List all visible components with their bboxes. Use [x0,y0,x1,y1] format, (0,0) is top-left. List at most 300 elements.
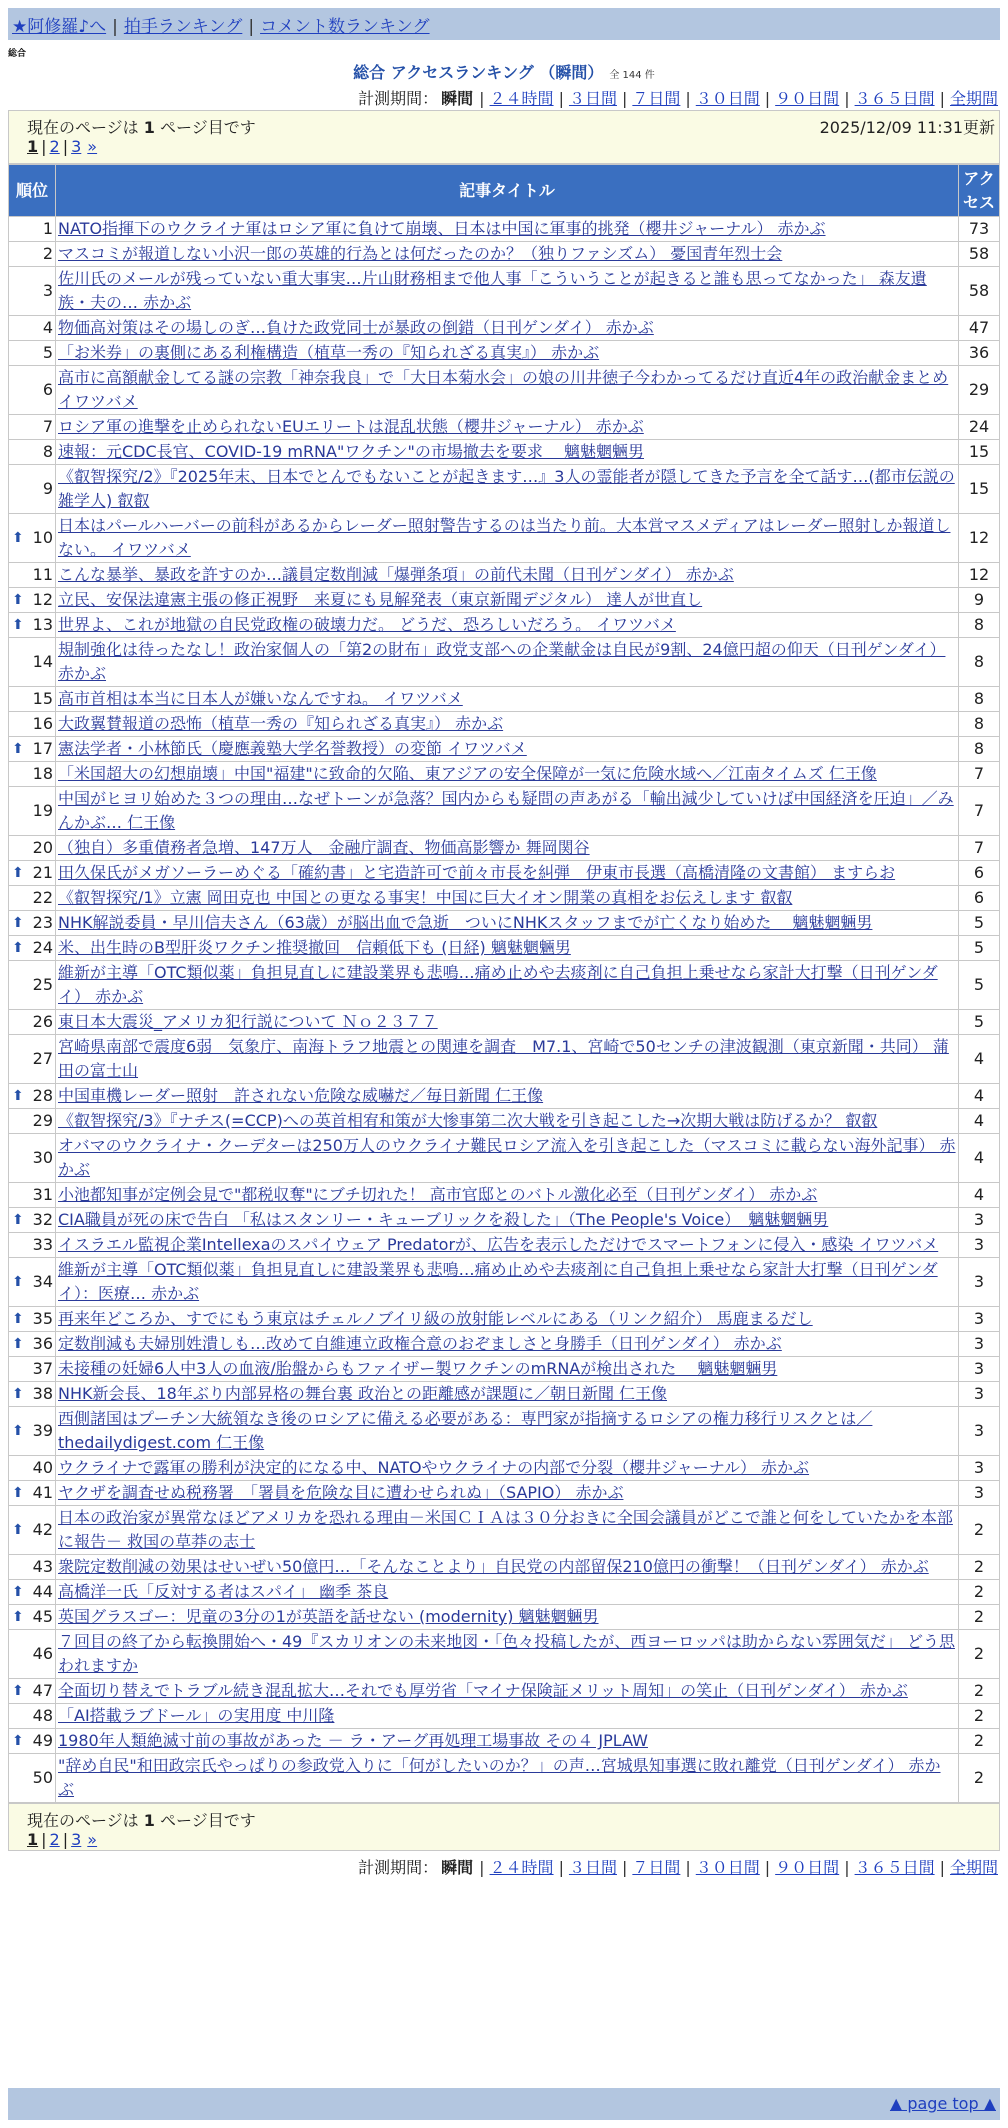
access-count: 6 [959,886,1000,911]
arrow-up-icon: ⬆ [12,1088,24,1104]
access-count: 4 [959,1134,1000,1183]
ranking-body [9,217,1000,1803]
title-cell [56,217,959,242]
period-all[interactable]: 全期間 [949,89,998,108]
access-count: 36 [959,341,1000,366]
article-title-link[interactable]: NHK新会長、18年ぶり内部昇格の舞台裏 政治との距離感が課題に／朝日新聞 仁王像 [58,1384,668,1403]
period-90d-bottom[interactable]: ９０日間 [775,1858,840,1877]
article-title-link[interactable]: ロシア軍の進撃を止められないEUエリートは混乱状態（櫻井ジャーナル） 赤かぶ [58,417,644,436]
title-cell [56,415,959,440]
article-title-link[interactable]: 田久保氏がメガソーラーめぐる「確約書」と宅造許可で前々市長を糾弾 伊東市長選（高橋清隆の文書館） ますらお [58,863,896,882]
title-cell [56,1233,959,1258]
access-count: 5 [959,1010,1000,1035]
page-current-bottom: 1 [27,1830,39,1849]
article-title-link[interactable]: 《叡智探究/1》立憲 岡田克也 中国との更なる事実！中国に巨大イオン開業の真相をお伝えします 叡叡 [58,888,793,907]
rank-cell [9,1332,56,1357]
article-title-link[interactable]: "辞め自民"和田政宗氏やっぱりの参政党入りに「何がしたいのか？」の声…宮城県知事選に敗れ離党（日刊ゲンダイ） 赤かぶ [58,1756,941,1799]
access-count: 7 [959,787,1000,836]
article-title-link[interactable]: 高市首相は本当に日本人が嫌いなんですね。 イワツバメ [58,689,463,708]
top-nav-bar [8,8,1000,40]
rank-cell [9,1382,56,1407]
period-all-bottom[interactable]: 全期間 [949,1858,998,1877]
rank-cell [9,911,56,936]
title-cell [56,1258,959,1307]
rank-number: 5 [42,343,53,362]
access-count: 58 [959,267,1000,316]
title-cell [56,563,959,588]
page-title [0,60,1008,83]
table-row [9,836,1000,861]
table-row [9,1258,1000,1307]
title-cell [56,687,959,712]
article-title-link[interactable]: 高橋洋一氏「反対する者はスパイ」 幽季 茶良 [58,1582,389,1601]
title-cell [56,737,959,762]
access-count: 4 [959,1084,1000,1109]
rank-number: 34 [32,1272,53,1291]
rank-number: 39 [32,1421,53,1440]
article-title-link[interactable]: 高市に高額献金してる謎の宗教「神奈我良」で「大日本菊水会」の娘の川井徳子今わかってるだけ直近4年の政治献金まとめ イワツバメ [58,368,949,411]
title-cell [56,961,959,1010]
arrow-up-icon: ⬆ [12,530,24,546]
page-title-text: 総合 アクセスランキング （瞬間） [353,63,604,82]
article-title-link[interactable]: 世界よ、これが地獄の自民党政権の破壊力だ。 どうだ、恐ろしいだろう。 イワツバメ [58,615,676,634]
rank-cell [9,1183,56,1208]
title-cell [56,366,959,415]
title-cell [56,911,959,936]
period-90d[interactable]: ９０日間 [775,89,840,108]
table-row [9,638,1000,687]
title-cell [56,1134,959,1183]
access-count: 3 [959,1332,1000,1357]
title-cell [56,1704,959,1729]
updated-time: 2025/12/09 11:31更新 [819,118,995,137]
article-title-link[interactable]: 再来年どころか、すでにもう東京はチェルノブイリ級の放射能レベルにある（リンク紹介） 馬鹿まるだし [58,1309,813,1328]
access-count: 3 [959,1407,1000,1456]
rank-number: 27 [32,1049,53,1068]
article-title-link[interactable]: 中国がヒヨリ始めた３つの理由…なぜトーンが急落？国内からも疑問の声あがる「輸出減少していけば中国経済を圧迫」／みんかぶ… 仁王像 [58,789,954,832]
total-count: 全 144 件 [609,70,655,81]
table-row [9,366,1000,415]
header-access: アクセス [959,165,1000,217]
period-3d-bottom[interactable]: ３日間 [568,1858,617,1877]
access-count: 3 [959,1382,1000,1407]
table-row [9,1084,1000,1109]
article-title-link[interactable]: 維新が主導「OTC類似薬」負担見直しに建設業界も悲鳴…痛め止めや去痰剤に自己負担上乗せなら家計大打撃（日刊ゲンダイ） 赤かぶ [58,963,938,1006]
table-row [9,762,1000,787]
article-title-link[interactable]: 米、出生時のB型肝炎ワクチン推奨撤回 信頼低下も (日経) 魑魅魍魎男 [58,938,571,957]
rank-cell [9,936,56,961]
arrow-up-icon: ⬆ [12,1311,24,1327]
article-title-link[interactable]: マスコミが報道しない小沢一郎の英雄的行為とは何だったのか？（独りファシズム） 憂国青年烈士会 [58,244,783,263]
access-count: 4 [959,1183,1000,1208]
table-row [9,886,1000,911]
arrow-up-icon: ⬆ [12,1274,24,1290]
table-row [9,341,1000,366]
arrow-up-icon: ⬆ [12,1212,24,1228]
access-count: 4 [959,1035,1000,1084]
page-link-2[interactable]: 2 [49,137,60,156]
article-title-link[interactable]: 憲法学者・小林節氏（慶應義塾大学名誉教授）の変節 イワツバメ [58,739,527,758]
table-row [9,1382,1000,1407]
nav-link-comment-ranking[interactable]: コメント数ランキング [260,17,430,37]
title-cell [56,1208,959,1233]
table-row [9,613,1000,638]
page-link-3[interactable]: 3 [71,137,82,156]
title-cell [56,1332,959,1357]
rank-number: 26 [32,1012,53,1031]
table-row [9,1208,1000,1233]
arrow-up-icon: ⬆ [12,1609,24,1625]
rank-number: 30 [32,1148,53,1167]
rank-cell [9,440,56,465]
table-row [9,415,1000,440]
arrow-up-icon: ⬆ [12,1733,24,1749]
title-cell [56,1183,959,1208]
rank-cell [9,1704,56,1729]
period-3d[interactable]: ３日間 [568,89,617,108]
rank-cell [9,415,56,440]
access-count: 8 [959,687,1000,712]
table-row [9,1704,1000,1729]
pager-bottom [8,1803,1000,1851]
rank-cell [9,737,56,762]
table-row [9,1729,1000,1754]
rank-number: 3 [42,281,53,300]
rank-cell [9,787,56,836]
rank-cell [9,341,56,366]
rank-number: 38 [32,1384,53,1403]
table-row [9,1481,1000,1506]
period-24h[interactable]: ２４時間 [489,89,554,108]
rank-number: 7 [42,417,53,436]
title-cell [56,1010,959,1035]
title-cell [56,861,959,886]
article-title-link[interactable]: ７回目の終了から転換開始へ・49『スカリオンの未来地図・「色々投稿したが、西ヨーロッパは助からない雰囲気だ」 どう思われますか [58,1632,955,1675]
rank-cell [9,1307,56,1332]
access-count: 2 [959,1506,1000,1555]
access-count: 8 [959,712,1000,737]
rank-number: 20 [32,838,53,857]
rank-cell [9,242,56,267]
article-title-link[interactable]: 「米国超大の幻想崩壊」中国"福建"に致命的欠陥、東アジアの安全保障が一気に危険水域へ／江南タイムズ 仁王像 [58,764,877,783]
rank-number: 13 [32,615,53,634]
title-cell [56,1481,959,1506]
period-30d[interactable]: ３０日間 [695,89,760,108]
rank-number: 6 [42,380,53,399]
table-row [9,563,1000,588]
access-count: 2 [959,1729,1000,1754]
rank-cell [9,1506,56,1555]
arrow-up-icon: ⬆ [12,1485,24,1501]
table-row [9,1506,1000,1555]
table-row [9,1307,1000,1332]
article-title-link[interactable]: 大政翼賛報道の恐怖（植草一秀の『知られざる真実』） 赤かぶ [58,714,504,733]
article-title-link[interactable]: 小池都知事が定例会見で"都税収奪"にブチ切れた！ 高市官邸とのバトル激化必至（日刊ゲンダイ） 赤かぶ [58,1185,818,1204]
table-row [9,1580,1000,1605]
article-title-link[interactable]: 東日本大震災_アメリカ犯行説について Ｎｏ２３７７ [58,1012,438,1031]
rank-cell [9,762,56,787]
period-365d-bottom[interactable]: ３６５日間 [854,1858,935,1877]
article-title-link[interactable]: 佐川氏のメールが残っていない重大事実…片山財務相まで他人事「こういうことが起きると誰も思ってなかった」 森友遺族・夫の… 赤かぶ [58,269,927,312]
rank-number: 18 [32,764,53,783]
rank-number: 46 [32,1644,53,1663]
access-count: 3 [959,1208,1000,1233]
rank-cell [9,1109,56,1134]
title-cell [56,1357,959,1382]
article-title-link[interactable]: 西側諸国はプーチン大統領なき後のロシアに備える必要がある：専門家が指摘するロシアの権力移行リスクとは／thedailydigest.com 仁王像 [58,1409,873,1452]
table-row [9,787,1000,836]
access-count: 2 [959,1555,1000,1580]
title-cell [56,1307,959,1332]
page-links-bottom: 1 | 2 | 3 » [27,1830,98,1849]
nav-link-applause-ranking[interactable]: 拍手ランキング [123,17,243,37]
arrow-up-icon: ⬆ [12,617,24,633]
rank-cell [9,1679,56,1704]
rank-number: 16 [32,714,53,733]
title-cell [56,1109,959,1134]
article-title-link[interactable]: 日本はパールハーバーの前科があるからレーダー照射警告するのは当たり前。大本営マスメディアはレーダー照射しか報道しない。 イワツバメ [58,516,951,559]
article-title-link[interactable]: 《叡智探究/2》『2025年末、日本でとんでもないことが起きます…』3人の霊能者が隠してきた予言を全て話す…(都市伝説の雑学人) 叡叡 [58,467,955,510]
current-page-text: 現在のページは 1 ページ目です [27,118,256,137]
table-row [9,1332,1000,1357]
access-count: 3 [959,1307,1000,1332]
period-label-bottom: 計測期間： [358,1858,439,1877]
table-row [9,217,1000,242]
title-cell [56,936,959,961]
title-cell [56,1555,959,1580]
rank-cell [9,1630,56,1679]
page-top-link[interactable]: ▲ page top ▲ [889,2094,996,2113]
rank-number: 14 [32,652,53,671]
article-title-link[interactable]: ヤクザを調査せぬ税務署 「署員を危険な目に遭わせられぬ」（SAPIO） 赤かぶ [58,1483,624,1502]
table-row [9,588,1000,613]
article-title-link[interactable]: 速報：元CDC長官、COVID-19 mRNA"ワクチン"の市場撤去を要求 魑魅魍魎男 [58,442,644,461]
title-cell [56,1456,959,1481]
arrow-up-icon: ⬆ [12,1386,24,1402]
rank-number: 29 [32,1111,53,1130]
article-title-link[interactable]: 物価高対策はその場しのぎ…負けた政党同士が暴政の倒錯（日刊ゲンダイ） 赤かぶ [58,318,654,337]
rank-cell [9,217,56,242]
rank-number: 40 [32,1458,53,1477]
table-row [9,1605,1000,1630]
rank-cell [9,861,56,886]
rank-cell [9,961,56,1010]
title-cell [56,1084,959,1109]
title-cell [56,886,959,911]
rank-number: 1 [42,219,53,238]
rank-cell [9,1357,56,1382]
nav-separator: | [112,17,118,37]
access-count: 29 [959,366,1000,415]
pager-top [8,110,1000,164]
access-count: 2 [959,1704,1000,1729]
article-title-link[interactable]: オバマのウクライナ・クーデターは250万人のウクライナ難民ロシア流入を引き起こした（マスコミに載らない海外記事） 赤かぶ [58,1136,956,1179]
article-title-link[interactable]: 規制強化は待ったなし！政治家個人の「第2の財布」政党支部への企業献金は自民が9割、24億円超の仰天（日刊ゲンダイ） 赤かぶ [58,640,946,683]
access-count: 5 [959,961,1000,1010]
arrow-up-icon: ⬆ [12,1584,24,1600]
table-row [9,316,1000,341]
access-count: 5 [959,936,1000,961]
access-count: 3 [959,1233,1000,1258]
access-count: 58 [959,242,1000,267]
rank-number: 31 [32,1185,53,1204]
title-cell [56,1506,959,1555]
access-count: 9 [959,588,1000,613]
arrow-up-icon: ⬆ [12,1336,24,1352]
article-title-link[interactable]: （独自）多重債務者急増、147万人 金融庁調査、物価高影響か 舞岡関谷 [58,838,590,857]
access-count: 47 [959,316,1000,341]
table-row [9,861,1000,886]
table-row [9,936,1000,961]
arrow-up-icon: ⬆ [12,592,24,608]
rank-number: 23 [32,913,53,932]
rank-cell [9,1010,56,1035]
access-count: 15 [959,465,1000,514]
article-title-link[interactable]: 定数削減も夫婦別姓潰しも…改めて自維連立政権合意のおぞましさと身勝手（日刊ゲンダイ） 赤かぶ [58,1334,782,1353]
rank-number: 47 [32,1681,53,1700]
access-count: 5 [959,911,1000,936]
rank-number: 19 [32,801,53,820]
article-title-link[interactable]: ウクライナで露軍の勝利が決定的になる中、NATOやウクライナの内部で分裂（櫻井ジャーナル） 赤かぶ [58,1458,810,1477]
arrow-up-icon: ⬆ [12,915,24,931]
title-cell [56,316,959,341]
access-count: 15 [959,440,1000,465]
title-cell [56,267,959,316]
rank-cell [9,1580,56,1605]
table-row [9,1407,1000,1456]
table-row [9,267,1000,316]
period-30d-bottom[interactable]: ３０日間 [695,1858,760,1877]
rank-number: 48 [32,1706,53,1725]
article-title-link[interactable]: 中国車機レーダー照射 許されない危険な威嚇だ／毎日新聞 仁王像 [58,1086,544,1105]
page-link-2-bottom[interactable]: 2 [49,1830,60,1849]
access-count: 2 [959,1630,1000,1679]
access-count: 12 [959,514,1000,563]
article-title-link[interactable]: 衆院定数削減の効果はせいぜい50億円…「そんなことより」自民党の内部留保210億円の衝撃！（日刊ゲンダイ） 赤かぶ [58,1557,929,1576]
table-row [9,1183,1000,1208]
article-title-link[interactable]: 《叡智探究/3》『ナチス(=CCP)への英首相宥和策が大惨事第二次大戦を引き起こした→次期大戦は防げるか？ 叡叡 [58,1111,878,1130]
title-cell [56,1630,959,1679]
period-24h-bottom[interactable]: ２４時間 [489,1858,554,1877]
title-cell [56,514,959,563]
rank-number: 45 [32,1607,53,1626]
access-count: 2 [959,1580,1000,1605]
rank-cell [9,886,56,911]
table-row [9,242,1000,267]
rank-cell [9,1605,56,1630]
title-cell [56,1580,959,1605]
arrow-up-icon: ⬆ [12,1683,24,1699]
article-title-link[interactable]: 英国グラスゴー：児童の3分の1が英語を話せない (modernity) 魑魅魍魎男 [58,1607,599,1626]
article-title-link[interactable]: CIA職員が死の床で告白 「私はスタンリー・キューブリックを殺した」（The People's Voice） 魑魅魍魎男 [58,1210,829,1229]
title-cell [56,1382,959,1407]
rank-number: 17 [32,739,53,758]
rank-number: 9 [42,479,53,498]
rank-number: 36 [32,1334,53,1353]
article-title-link[interactable]: 日本の政治家が異常なほどアメリカを恐れる理由－米国ＣＩＡは３０分おきに全国会議員がどこで誰と何をしていたかを本部に報告－ 救国の草莽の志士 [58,1508,953,1551]
rank-cell [9,1134,56,1183]
table-row [9,687,1000,712]
page-next-link-bottom[interactable]: » [87,1830,98,1849]
table-row [9,712,1000,737]
access-count: 2 [959,1754,1000,1803]
article-title-link[interactable]: 「お米券」の裏側にある利権構造（植草一秀の『知られざる真実』） 赤かぶ [58,343,600,362]
rank-cell [9,1555,56,1580]
article-title-link[interactable]: 未接種の妊婦6人中3人の血液/胎盤からもファイザー製ワクチンのmRNAが検出された 魑魅魍魎男 [58,1359,778,1378]
rank-cell [9,316,56,341]
period-label: 計測期間： [358,89,439,108]
rank-number: 28 [32,1086,53,1105]
rank-number: 25 [32,975,53,994]
rank-number: 12 [32,590,53,609]
table-row [9,1456,1000,1481]
rank-number: 41 [32,1483,53,1502]
title-cell [56,712,959,737]
article-title-link[interactable]: イスラエル監視企業Intellexaのスパイウェア Predatorが、広告を表示しただけでスマートフォンに侵入・感染 イワツバメ [58,1235,939,1254]
period-selector-bottom: 計測期間： 瞬間 | ２４時間 | ３日間 | ７日間 | ３０日間 | ９０日間 | ３６５日間 | 全期間 [358,1858,998,1877]
article-title-link[interactable]: 宮崎県南部で震度6弱 気象庁、南海トラフ地震との関連を調査 M7.1、宮崎で50センチの津波観測（東京新聞・共同） 蒲田の富士山 [58,1037,949,1080]
article-title-link[interactable]: 維新が主導「OTC類似薬」負担見直しに建設業界も悲鳴…痛め止めや去痰剤に自己負担上乗せなら家計大打撃（日刊ゲンダイ）：医療… 赤かぶ [58,1260,938,1303]
article-title-link[interactable]: NATO指揮下のウクライナ軍はロシア軍に負けて崩壊、日本は中国に軍事的挑発（櫻井ジャーナル） 赤かぶ [58,219,826,238]
rank-number: 11 [32,565,53,584]
title-cell [56,1605,959,1630]
title-cell [56,588,959,613]
title-cell [56,613,959,638]
rank-cell [9,267,56,316]
arrow-up-icon: ⬆ [12,940,24,956]
nav-link-home[interactable]: ★阿修羅♪へ [12,17,107,37]
table-row [9,961,1000,1010]
ranking-table [8,164,1000,1803]
article-title-link[interactable]: こんな暴挙、暴政を許すのか…議員定数削減「爆弾条項」の前代未聞（日刊ゲンダイ） 赤かぶ [58,565,734,584]
article-title-link[interactable]: NHK解説委員・早川信夫さん（63歳）が脳出血で急逝 ついにNHKスタッフまでが亡くなり始めた 魑魅魍魎男 [58,913,873,932]
table-row [9,1109,1000,1134]
rank-number: 4 [42,318,53,337]
article-title-link[interactable]: 「AI搭載ラブドール」の実用度 中川隆 [58,1706,335,1725]
table-row [9,1035,1000,1084]
rank-number: 43 [32,1557,53,1576]
period-7d[interactable]: ７日間 [632,89,681,108]
article-title-link[interactable]: 全面切り替えでトラブル続き混乱拡大…それでも厚労省「マイナ保険証メリット周知」の笑止（日刊ゲンダイ） 赤かぶ [58,1681,908,1700]
rank-number: 15 [32,689,53,708]
rank-cell [9,1233,56,1258]
rank-number: 8 [42,442,53,461]
rank-cell [9,1456,56,1481]
access-count: 73 [959,217,1000,242]
period-current-bottom: 瞬間 [441,1858,474,1877]
access-count: 2 [959,1679,1000,1704]
title-cell [56,1754,959,1803]
rank-cell [9,563,56,588]
period-365d[interactable]: ３６５日間 [854,89,935,108]
rank-cell [9,1035,56,1084]
rank-cell [9,465,56,514]
access-count: 3 [959,1456,1000,1481]
arrow-up-icon: ⬆ [12,741,24,757]
title-cell [56,341,959,366]
page-next-link[interactable]: » [87,137,98,156]
period-current: 瞬間 [441,89,474,108]
article-title-link[interactable]: 1980年人類絶滅寸前の事故があった － ラ・アーグ再処理工場事故 その４ JPLAW [58,1731,648,1750]
access-count: 8 [959,737,1000,762]
page-link-3-bottom[interactable]: 3 [71,1830,82,1849]
title-cell [56,1035,959,1084]
period-selector-top: 計測期間： 瞬間 | ２４時間 | ３日間 | ７日間 | ３０日間 | ９０日間 | ３６５日間 | 全期間 [358,89,998,108]
rank-number: 32 [32,1210,53,1229]
article-title-link[interactable]: 立民、安保法違憲主張の修正視野 来夏にも見解発表（東京新聞デジタル） 達人が世直し [58,590,703,609]
current-page-text-bottom: 現在のページは 1 ページ目です [27,1811,256,1830]
period-7d-bottom[interactable]: ７日間 [632,1858,681,1877]
